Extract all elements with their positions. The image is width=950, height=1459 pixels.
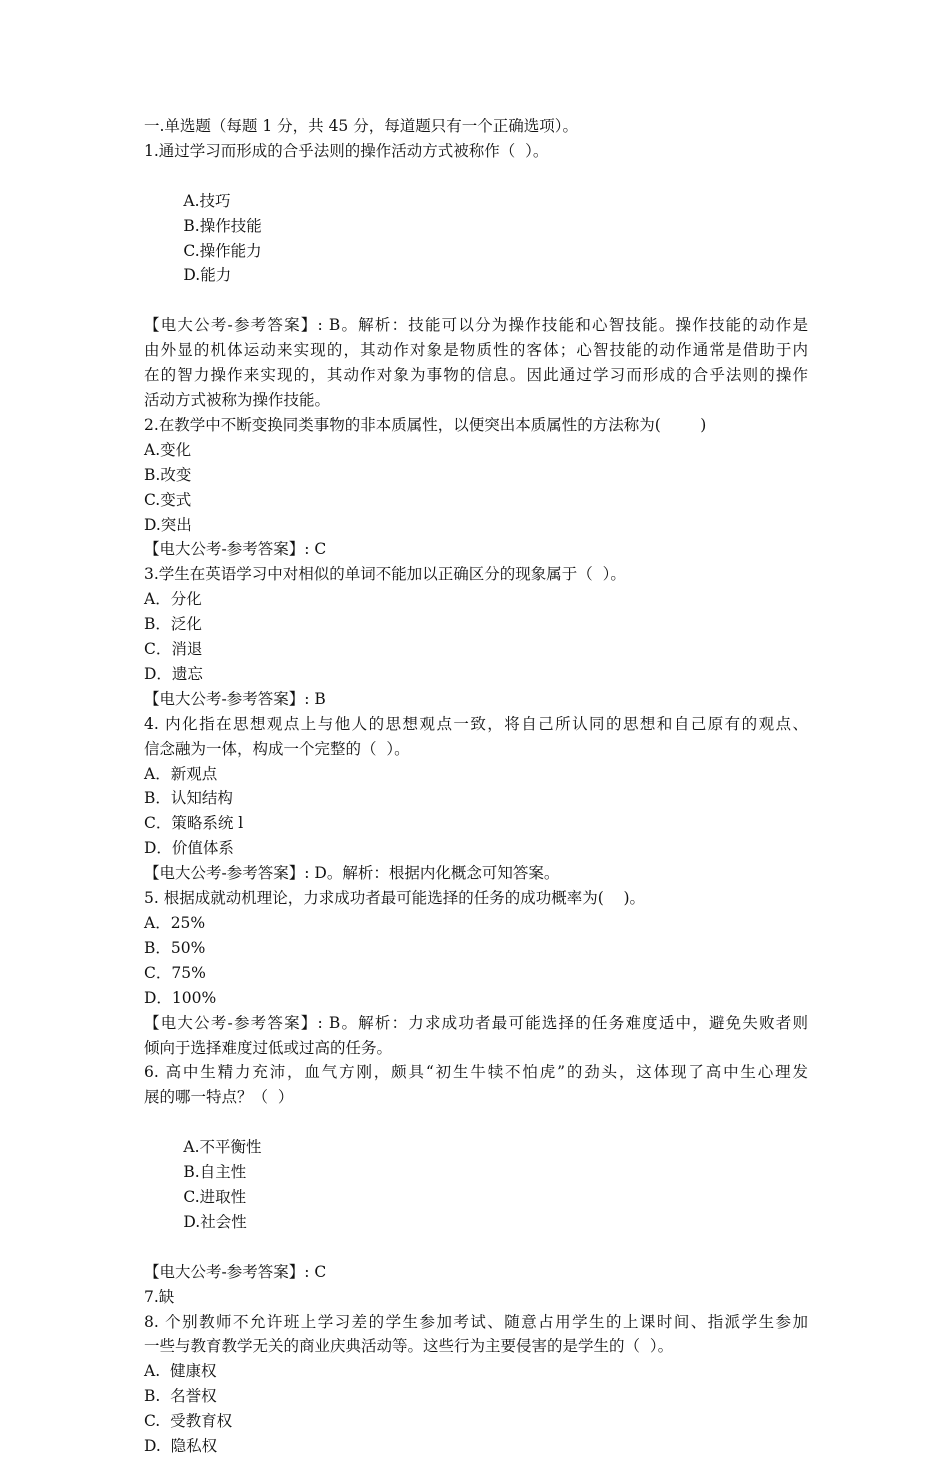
- option-d: D.能力: [183, 266, 232, 285]
- option-d: D.社会性: [183, 1212, 247, 1231]
- option-a: A.不平衡性: [183, 1138, 262, 1157]
- question-1: [144, 139, 808, 413]
- option-a: A. 健康权: [144, 1362, 217, 1381]
- option-c: C. 受教育权: [144, 1412, 233, 1431]
- option-d: D.突出: [144, 515, 192, 534]
- option-b: B.改变: [144, 465, 192, 484]
- question-stem: 信念融为一体，构成一个完整的（ ）。: [144, 739, 410, 758]
- question-stem: 3.学生在英语学习中对相似的单词不能加以正确区分的现象属于（ ）。: [144, 565, 626, 584]
- answer-line: 在的智力操作来实现的，其动作对象为事物的信息。因此通过学习而形成的合乎法则的操作: [144, 366, 808, 385]
- question-stem: 4. 内化指在思想观点上与他人的思想观点一致，将自己所认同的思想和自己原有的观点、: [144, 714, 808, 733]
- answer-line: 【电大公考-参考答案】: B。解析：技能可以分为操作技能和心智技能。操作技能的动作是: [144, 316, 808, 335]
- answer-line: 【电大公考-参考答案】: D。解析：根据内化概念可知答案。: [144, 864, 560, 883]
- option-c: C．策略系统 l: [144, 814, 244, 833]
- question-2: [144, 413, 808, 562]
- option-d: D．遗忘: [144, 664, 203, 683]
- question-stem: 展的哪一特点？（ ）: [144, 1088, 294, 1107]
- question-stem: 2.在教学中不断变换同类事物的非本质属性，以便突出本质属性的方法称为( ): [144, 415, 707, 434]
- option-a: A.变化: [144, 440, 192, 459]
- option-b: B.自主性: [183, 1163, 247, 1182]
- option-a: A.技巧: [183, 191, 231, 210]
- option-a: A．25%: [144, 914, 206, 932]
- question-stem: 7.缺: [144, 1287, 175, 1306]
- option-b: B．认知结构: [144, 789, 233, 808]
- question-5: [144, 886, 808, 1060]
- answer-line: 【电大公考-参考答案】: B。解析：力求成功者最可能选择的任务难度适中，避免失败者则: [144, 1013, 808, 1032]
- question-list: [144, 114, 808, 1459]
- answer-line: 【电大公考-参考答案】: B: [144, 689, 326, 708]
- option-c: C．75%: [144, 963, 206, 982]
- option-d: D．100%: [144, 988, 217, 1007]
- option-c: C.进取性: [183, 1187, 247, 1206]
- question-3: [144, 562, 808, 711]
- question-stem: 6. 高中生精力充沛，血气方刚，颇具“初生牛犊不怕虎”的劲头，这体现了高中生心理发: [144, 1063, 808, 1082]
- option-d: D. 隐私权: [144, 1437, 218, 1456]
- option-b: B．50%: [144, 938, 206, 957]
- question-8: [144, 1310, 808, 1459]
- option-b: B. 名誉权: [144, 1387, 217, 1406]
- option-c: C.变式: [144, 490, 192, 509]
- answer-line: 由外显的机体运动来实现的，其动作对象是物质性的客体；心智技能的动作通常是借助于内: [144, 341, 808, 360]
- question-stem: 5. 根据成就动机理论，力求成功者最可能选择的任务的成功概率为( )。: [144, 889, 646, 908]
- option-c: C．消退: [144, 640, 203, 659]
- option-row: [144, 1110, 808, 1259]
- option-row: [144, 164, 808, 313]
- answer-line: 【电大公考-参考答案】: C: [144, 540, 327, 559]
- option-c: C.操作能力: [183, 241, 262, 260]
- question-stem: 一些与教育教学无关的商业庆典活动等。这些行为主要侵害的是学生的（ ）。: [144, 1337, 674, 1356]
- question-7: [144, 1285, 808, 1310]
- question-6: [144, 1060, 808, 1284]
- section-heading: 一.单选题（每题 1 分，共 45 分，每道题只有一个正确选项）。: [144, 117, 578, 135]
- answer-line: 【电大公考-参考答案】: C: [144, 1262, 327, 1281]
- question-stem: 8. 个别教师不允许班上学习差的学生参加考试、随意占用学生的上课时间、指派学生参加: [144, 1312, 808, 1331]
- answer-line: 活动方式被称为操作技能。: [144, 390, 331, 409]
- option-b: B.操作技能: [183, 216, 262, 235]
- option-a: A．新观点: [144, 764, 218, 783]
- question-stem: 1.通过学习而形成的合乎法则的操作活动方式被称作（ ）。: [144, 141, 549, 160]
- question-4: [144, 712, 808, 886]
- option-a: A．分化: [144, 590, 202, 609]
- option-d: D．价值体系: [144, 839, 234, 858]
- answer-line: 倾向于选择难度过低或过高的任务。: [144, 1038, 393, 1057]
- option-b: B．泛化: [144, 615, 202, 634]
